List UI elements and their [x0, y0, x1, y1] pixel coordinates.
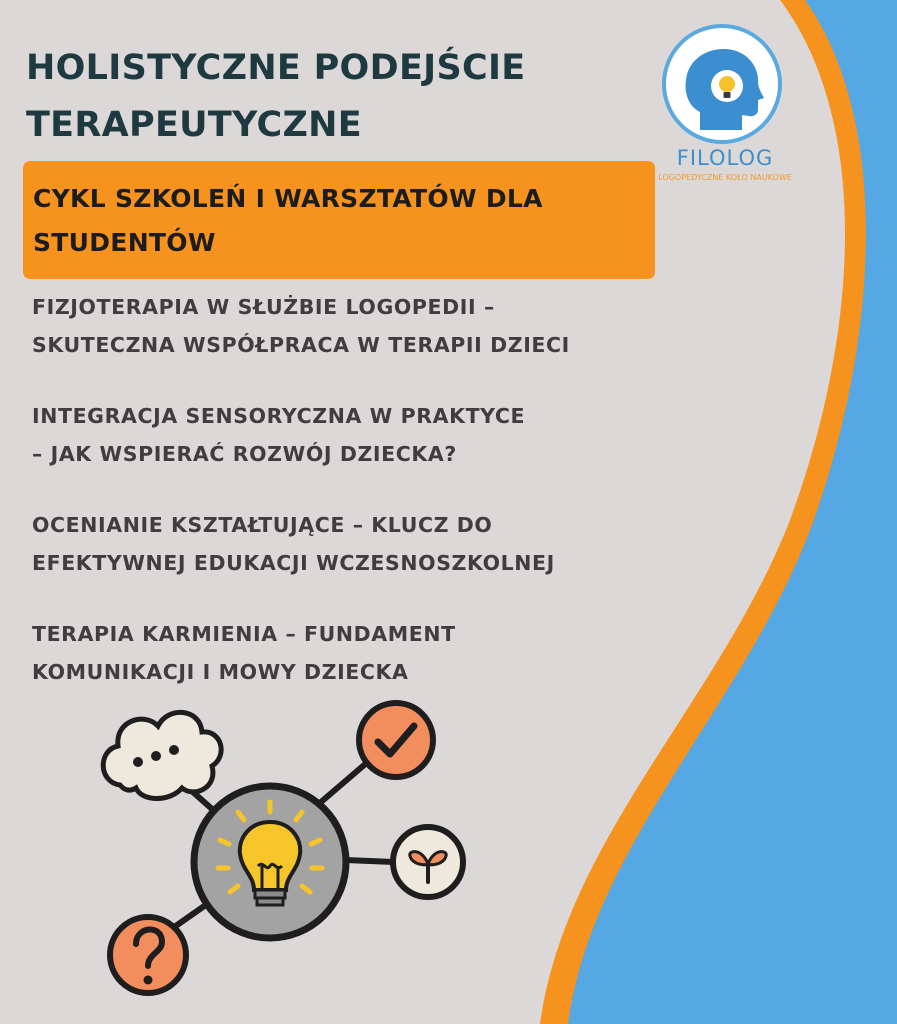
topic-line: KOMUNIKACJI I MOWY DZIECKA — [32, 660, 409, 684]
topic-line: INTEGRACJA SENSORYCZNA W PRAKTYCE — [32, 404, 526, 428]
topic-item — [32, 397, 672, 473]
topic-item — [32, 288, 672, 364]
mind-map-illustration — [90, 690, 510, 1010]
logo-tagline: LOGOPEDYCZNE KOŁO NAUKOWE — [658, 173, 792, 182]
topic-line: OCENIANIE KSZTAŁTUJĄCE – KLUCZ DO — [32, 513, 493, 537]
title-line-2: TERAPEUTYCZNE — [26, 105, 362, 145]
checkmark-icon — [359, 703, 433, 777]
topic-line: – JAK WSPIERAĆ ROZWÓJ DZIECKA? — [32, 442, 457, 466]
banner-text — [33, 177, 643, 265]
lightbulb-icon — [194, 786, 346, 938]
banner-line-1: CYKL SZKOLEŃ I WARSZTATÓW DLA — [33, 184, 543, 213]
sprout-icon — [393, 827, 463, 897]
filolog-logo — [660, 22, 784, 146]
topic-list — [32, 288, 672, 724]
title-line-1: HOLISTYCZNE PODEJŚCIE — [26, 48, 526, 88]
topic-line: FIZJOTERAPIA W SŁUŻBIE LOGOPEDII – — [32, 295, 495, 319]
topic-item — [32, 506, 672, 582]
topic-line: EFEKTYWNEJ EDUKACJI WCZESNOSZKOLNEJ — [32, 551, 555, 575]
page-title — [26, 40, 626, 154]
question-mark-icon — [110, 917, 186, 993]
thought-cloud-icon — [103, 712, 221, 798]
logo-name: FILOLOG — [676, 146, 774, 170]
subtitle-banner — [23, 161, 655, 279]
topic-line: TERAPIA KARMIENIA – FUNDAMENT — [32, 622, 456, 646]
topic-line: SKUTECZNA WSPÓŁPRACA W TERAPII DZIECI — [32, 333, 570, 357]
banner-line-2: STUDENTÓW — [33, 228, 216, 257]
topic-item — [32, 615, 672, 691]
